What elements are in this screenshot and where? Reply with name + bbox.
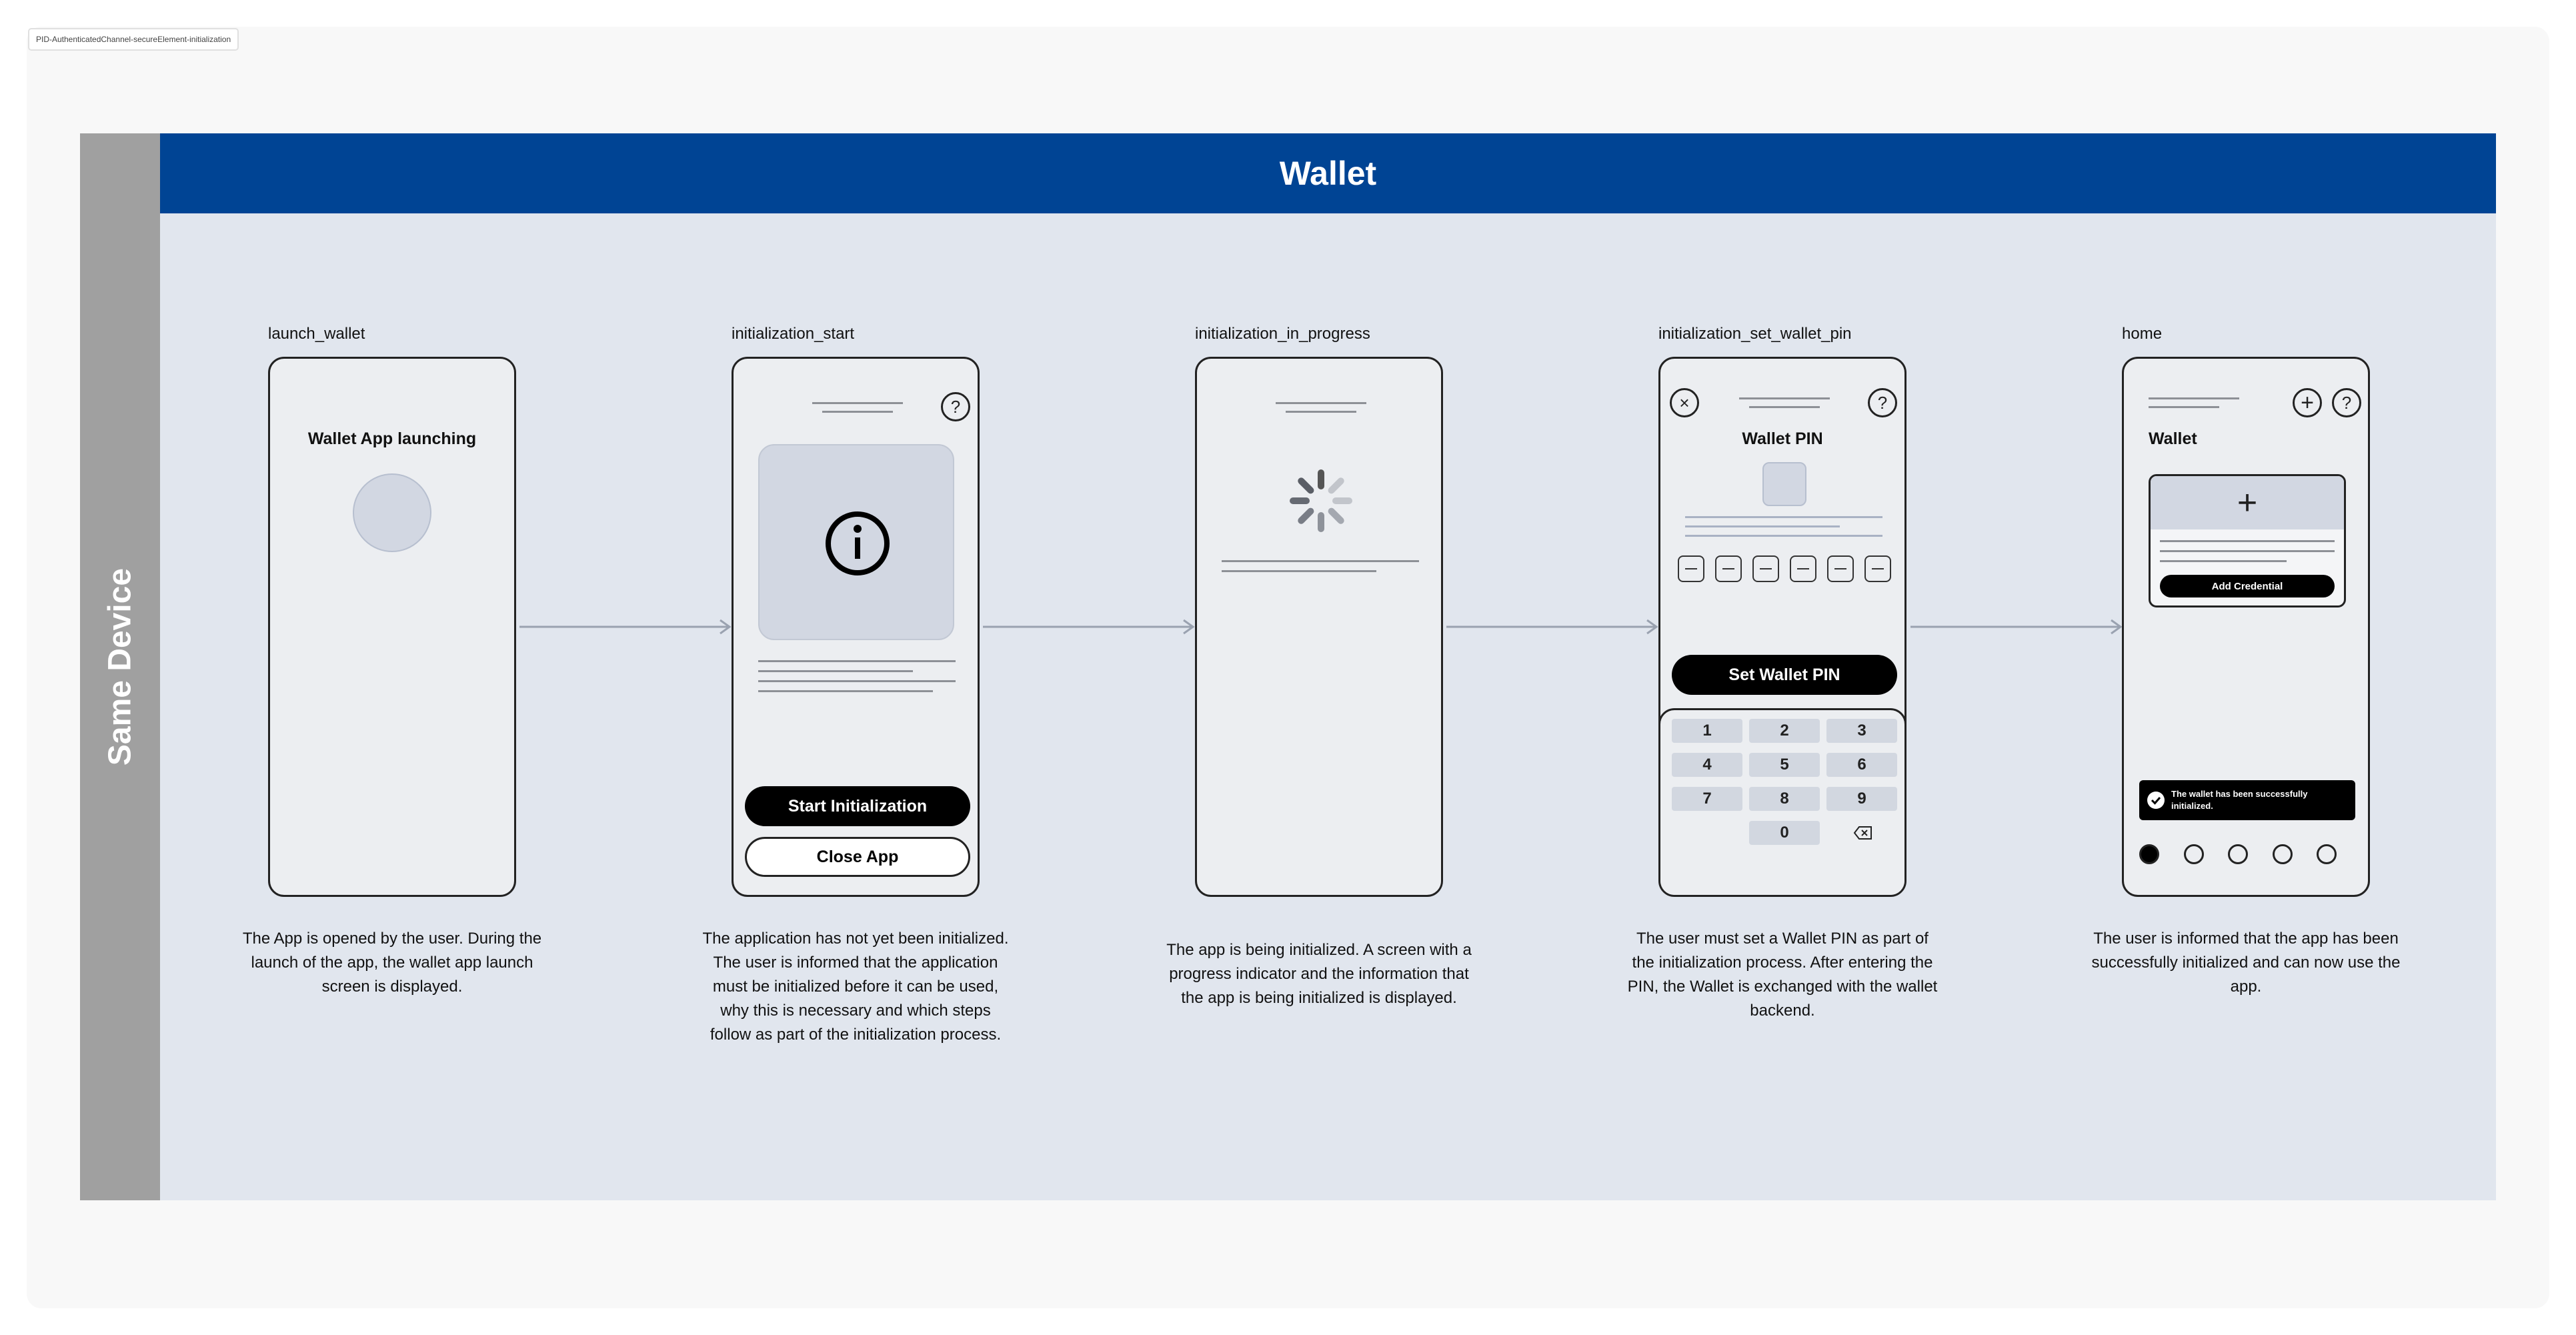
text-placeholder-line xyxy=(1685,525,1840,527)
text-placeholder-line xyxy=(2160,560,2287,562)
phone-initialization-set-wallet-pin xyxy=(1658,357,1906,897)
screen-name-initialization-set-wallet-pin: initialization_set_wallet_pin xyxy=(1658,325,1852,343)
close-app-button[interactable]: Close App xyxy=(745,837,970,877)
help-icon[interactable]: ? xyxy=(1868,388,1897,417)
close-icon[interactable]: × xyxy=(1670,388,1699,417)
launch-title: Wallet App launching xyxy=(307,429,477,448)
swimlane-side-label: Same Device xyxy=(102,567,138,766)
phone-initialization-start xyxy=(732,357,980,897)
keypad-key-1[interactable]: 1 xyxy=(1672,719,1742,743)
title-placeholder-line xyxy=(812,402,903,404)
screen-name-home: home xyxy=(2122,325,2163,343)
app-logo-placeholder xyxy=(353,473,431,552)
phone-initialization-in-progress xyxy=(1195,357,1443,897)
nav-dot[interactable] xyxy=(2228,844,2248,864)
add-credential-card[interactable] xyxy=(2149,474,2346,607)
info-illustration xyxy=(758,444,954,640)
pin-lock-placeholder xyxy=(1762,462,1806,506)
phone-home xyxy=(2122,357,2370,897)
help-icon[interactable]: ? xyxy=(2332,388,2361,417)
screen-name-initialization-start: initialization_start xyxy=(732,325,855,343)
help-icon[interactable]: ? xyxy=(941,392,970,421)
text-placeholder-line xyxy=(1685,535,1882,537)
info-icon xyxy=(760,445,956,641)
caption-initialization-set-wallet-pin: The user must set a Wallet PIN as part of the initialization process. After entering the PIN, the Wallet is exchanged with the wallet backend. xyxy=(1627,930,1938,1020)
check-circle-icon xyxy=(2146,790,2166,810)
title-placeholder-line xyxy=(2149,397,2239,399)
screen-name-launch-wallet: launch_wallet xyxy=(268,325,365,343)
pin-digit-field[interactable] xyxy=(1715,555,1742,582)
success-toast xyxy=(2139,780,2355,820)
text-placeholder-line xyxy=(758,660,956,662)
card-plus-icon: + xyxy=(2151,476,2344,529)
text-placeholder-line xyxy=(1222,560,1419,562)
title-placeholder-line xyxy=(2149,406,2219,408)
pin-digit-field[interactable] xyxy=(1678,555,1704,582)
swimlane-header: Wallet xyxy=(160,133,2496,213)
frame-label: PID-AuthenticatedChannel-secureElement-initialization xyxy=(28,28,239,51)
text-placeholder-line xyxy=(1685,516,1882,518)
text-placeholder-line xyxy=(758,680,956,682)
keypad-key-7[interactable]: 7 xyxy=(1672,787,1742,811)
keypad-key-5[interactable]: 5 xyxy=(1749,753,1820,777)
wallet-pin-title: Wallet PIN xyxy=(1742,429,1823,448)
keypad-key-2[interactable]: 2 xyxy=(1749,719,1820,743)
text-placeholder-line xyxy=(1222,570,1376,572)
pin-digit-field[interactable] xyxy=(1790,555,1816,582)
caption-home: The user is informed that the app has been successfully initialized and can now use the app. xyxy=(2091,930,2401,996)
title-placeholder-line xyxy=(1739,397,1830,399)
screen-name-initialization-in-progress: initialization_in_progress xyxy=(1195,325,1370,343)
add-icon[interactable]: + xyxy=(2293,388,2322,417)
set-wallet-pin-button[interactable]: Set Wallet PIN xyxy=(1672,655,1897,695)
text-placeholder-line xyxy=(758,690,933,692)
nav-dot[interactable] xyxy=(2273,844,2293,864)
pin-digit-field[interactable] xyxy=(1864,555,1891,582)
keypad-key-0[interactable]: 0 xyxy=(1749,821,1820,845)
nav-dot-active[interactable] xyxy=(2139,844,2159,864)
title-placeholder-line xyxy=(1276,402,1366,404)
text-placeholder-line xyxy=(2160,550,2335,552)
spinner-icon xyxy=(1288,467,1354,534)
keypad-key-4[interactable]: 4 xyxy=(1672,753,1742,777)
toast-message: The wallet has been successfully initialized. xyxy=(2171,789,2308,811)
home-title: Wallet xyxy=(2149,429,2197,448)
phone-launch-wallet xyxy=(268,357,516,897)
backspace-icon[interactable] xyxy=(1853,826,1873,840)
title-placeholder-line xyxy=(1749,406,1820,408)
pin-digit-field[interactable] xyxy=(1827,555,1854,582)
keypad-key-8[interactable]: 8 xyxy=(1749,787,1820,811)
caption-launch-wallet: The App is opened by the user. During the launch of the app, the wallet app launch screen is displayed. xyxy=(242,930,542,996)
keypad-key-9[interactable]: 9 xyxy=(1826,787,1897,811)
nav-dot[interactable] xyxy=(2184,844,2204,864)
text-placeholder-line xyxy=(758,670,913,672)
start-initialization-button[interactable]: Start Initialization xyxy=(745,786,970,826)
text-placeholder-line xyxy=(2160,540,2335,542)
add-credential-button[interactable]: Add Credential xyxy=(2160,575,2335,597)
title-placeholder-line xyxy=(1286,411,1356,413)
caption-initialization-start: The application has not yet been initialized. The user is informed that the application must be initialized before it can be used, why this is necessary and which steps follow as part of the initialization process. xyxy=(702,930,1009,1044)
keypad-key-6[interactable]: 6 xyxy=(1826,753,1897,777)
title-placeholder-line xyxy=(822,411,893,413)
pin-digit-field[interactable] xyxy=(1752,555,1779,582)
keypad-key-3[interactable]: 3 xyxy=(1826,719,1897,743)
nav-dot[interactable] xyxy=(2317,844,2337,864)
caption-initialization-in-progress: The app is being initialized. A screen with a progress indicator and the information that the app is being initialized is displayed. xyxy=(1166,941,1472,1007)
